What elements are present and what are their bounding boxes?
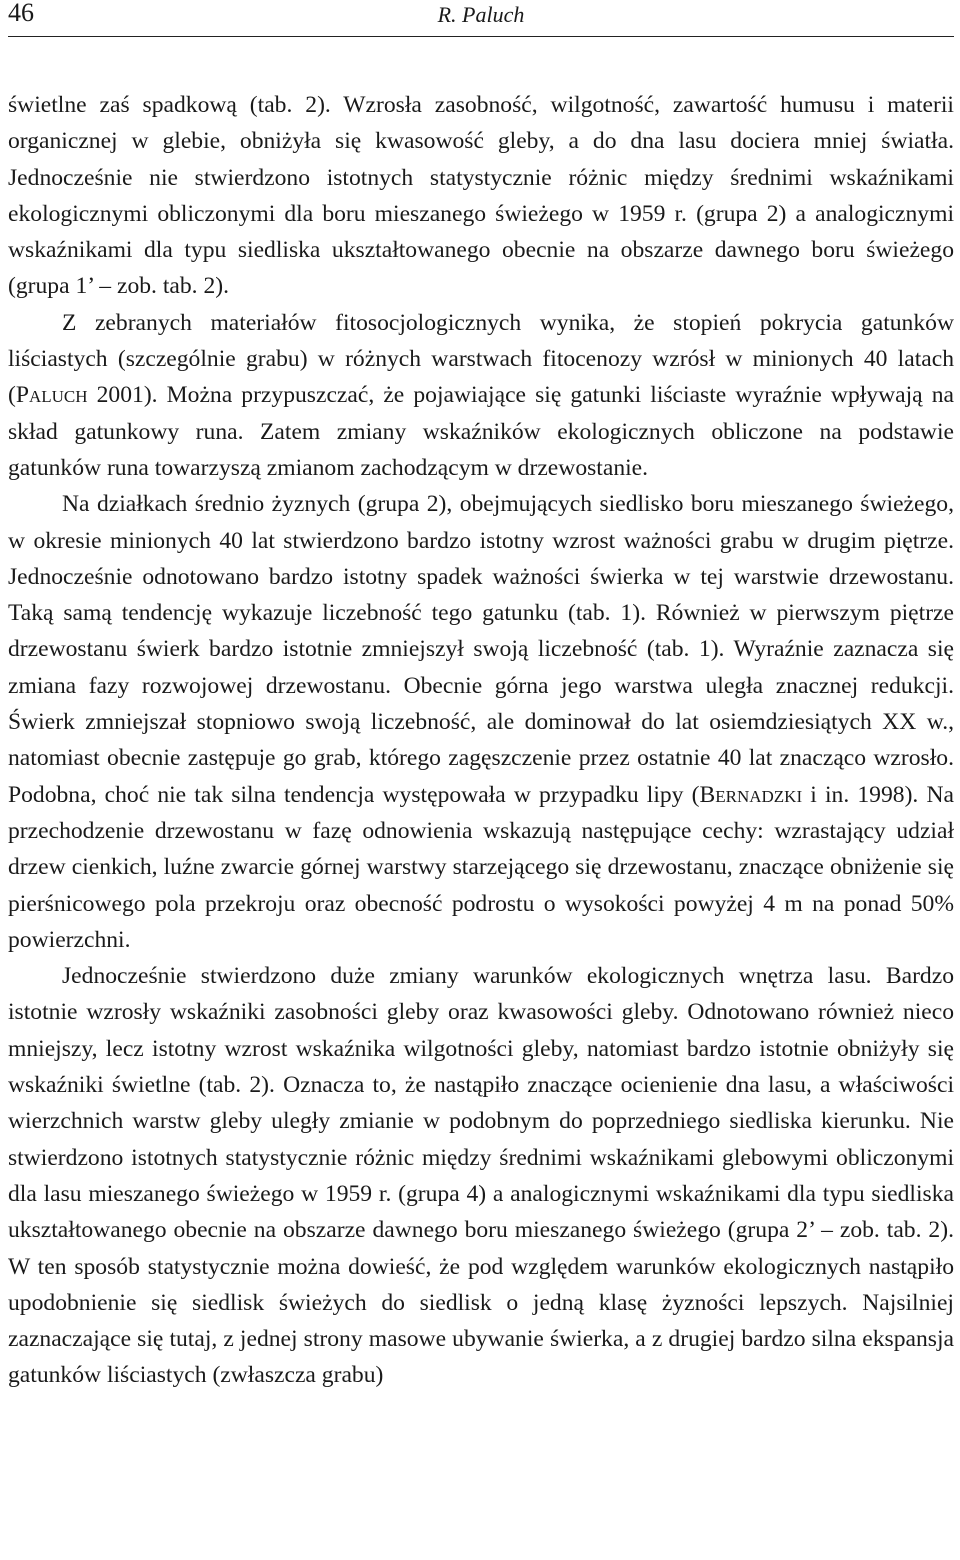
body-text bbox=[8, 87, 954, 1394]
paragraph-text: Jednocześnie stwierdzono duże zmiany warunków ekologicznych wnętrza lasu. Bardzo istotnie wzrosły wskaźniki zasobności gleby oraz kwasowości gleby. Odnotowano również nieco mniejszy, lecz istotny wzrost wskaźnika wilgotności gleby, natomiast bardzo istotnie obniżyły się wskaźniki świetlne (tab. 2). Oznacza to, że nastąpiło znaczące ocienienie dna lasu, a właściwości wierzchnich warstw gleby uległy zmianie w podobnym do poprzedniego siedliska kierunku. Nie stwierdzono istotnych statystycznie różnic między średnimi wskaźnikami glebowymi obliczonymi dla lasu mieszanego świeżego w 1959 r. (grupa 4) a analogicznymi wskaźnikami dla typu siedliska ukształtowanego obecnie na obszarze dawnego boru mieszanego świeżego (grupa 2’ – zob. tab. 2). W ten sposób statystycznie można dowieść, że pod względem warunków ekologicznych nastąpiło upodobnienie się siedlisk świeżych do siedlisk o jedną klasę żyzności lepszych. Najsilniej zaznaczające się tutaj, z jednej strony masowe ubywanie świerka, a z drugiej bardzo silna ekspansja gatunków liściastych (zwłaszcza grabu) bbox=[8, 963, 954, 1389]
paragraph-text: Na działkach średnio żyznych (grupa 2), obejmujących siedlisko boru mieszanego świeżego, w okresie minionych 40 lat stwierdzono bardzo istotny wzrost ważności grabu w drugim piętrze. Jednocześnie odnotowano bardzo istotny spadek ważności świerka w tej warstwie drzewostanu. Taką samą tendencję wykazuje liczebność tego gatunku (tab. 1). Również w pierwszym piętrze drzewostanu świerk bardzo istotnie zmniejszył swoją liczebność (tab. 1). Wyraźnie zaznacza się zmiana fazy rozwojowej drzewostanu. Obecnie górna jego warstwa uległa znacznej redukcji. Świerk zmniejszał stopniowo swoją liczebność, ale dominował do lat osiemdziesiątych XX w., natomiast obecnie zastępuje go grab, którego zagęszczenie przez ostatnie 40 lat znacząco wzrosło. Podobna, choć nie tak silna tendencja występowała w przypadku lipy ( bbox=[8, 491, 954, 808]
paragraph-text: 2001). Można przypuszczać, że pojawiające się gatunki liściaste wyraźnie wpływają na skład gatunkowy runa. Zatem zmiany wskaźników ekologicznych obliczone na podstawie gatunków runa towarzyszą zmianom zachodzącym w drzewostanie. bbox=[8, 382, 954, 481]
page-header bbox=[8, 0, 954, 37]
running-head: R. Paluch bbox=[437, 2, 525, 27]
paragraph-3 bbox=[8, 486, 954, 958]
paragraph-4 bbox=[8, 958, 954, 1394]
paragraph-1 bbox=[8, 87, 954, 305]
page bbox=[8, 0, 954, 1394]
citation-author: Paluch bbox=[15, 382, 88, 409]
paragraph-2 bbox=[8, 305, 954, 486]
paragraph-text: i in. 1998). Na przechodzenie drzewostanu w fazę odnowienia wskazują następujące cechy: wzrastający udział drzew cienkich, luźne zwarcie górnej warstwy starzejącego się drzewostanu, znaczące obniżenie się pierśnicowego pola przekroju oraz obecność podrostu o wysokości powyżej 4 m na ponad 50% powierzchni. bbox=[8, 781, 954, 953]
paragraph-text: Z zebranych materiałów fitosocjologicznych wynika, że stopień pokrycia gatunków liściastych (szczególnie grabu) w różnych warstwach fitocenozy wzrósł w minionych 40 latach ( bbox=[8, 309, 954, 409]
citation-author: Bernadzki bbox=[699, 781, 803, 808]
page-number: 46 bbox=[8, 0, 34, 27]
paragraph-text: świetlne zaś spadkową (tab. 2). Wzrosła zasobność, wilgotność, zawartość humusu i materii organicznej w glebie, obniżyła się kwasowość gleby, a do dna lasu dociera mniej światła. Jednocześnie nie stwierdzono istotnych statystycznie różnic między średnimi wskaźnikami ekologicznymi obliczonymi dla boru mieszanego świeżego w 1959 r. (grupa 2) a analogicznymi wskaźnikami dla typu siedliska ukształtowanego obecnie na obszarze dawnego boru świeżego (grupa 1’ – zob. tab. 2). bbox=[8, 92, 954, 300]
